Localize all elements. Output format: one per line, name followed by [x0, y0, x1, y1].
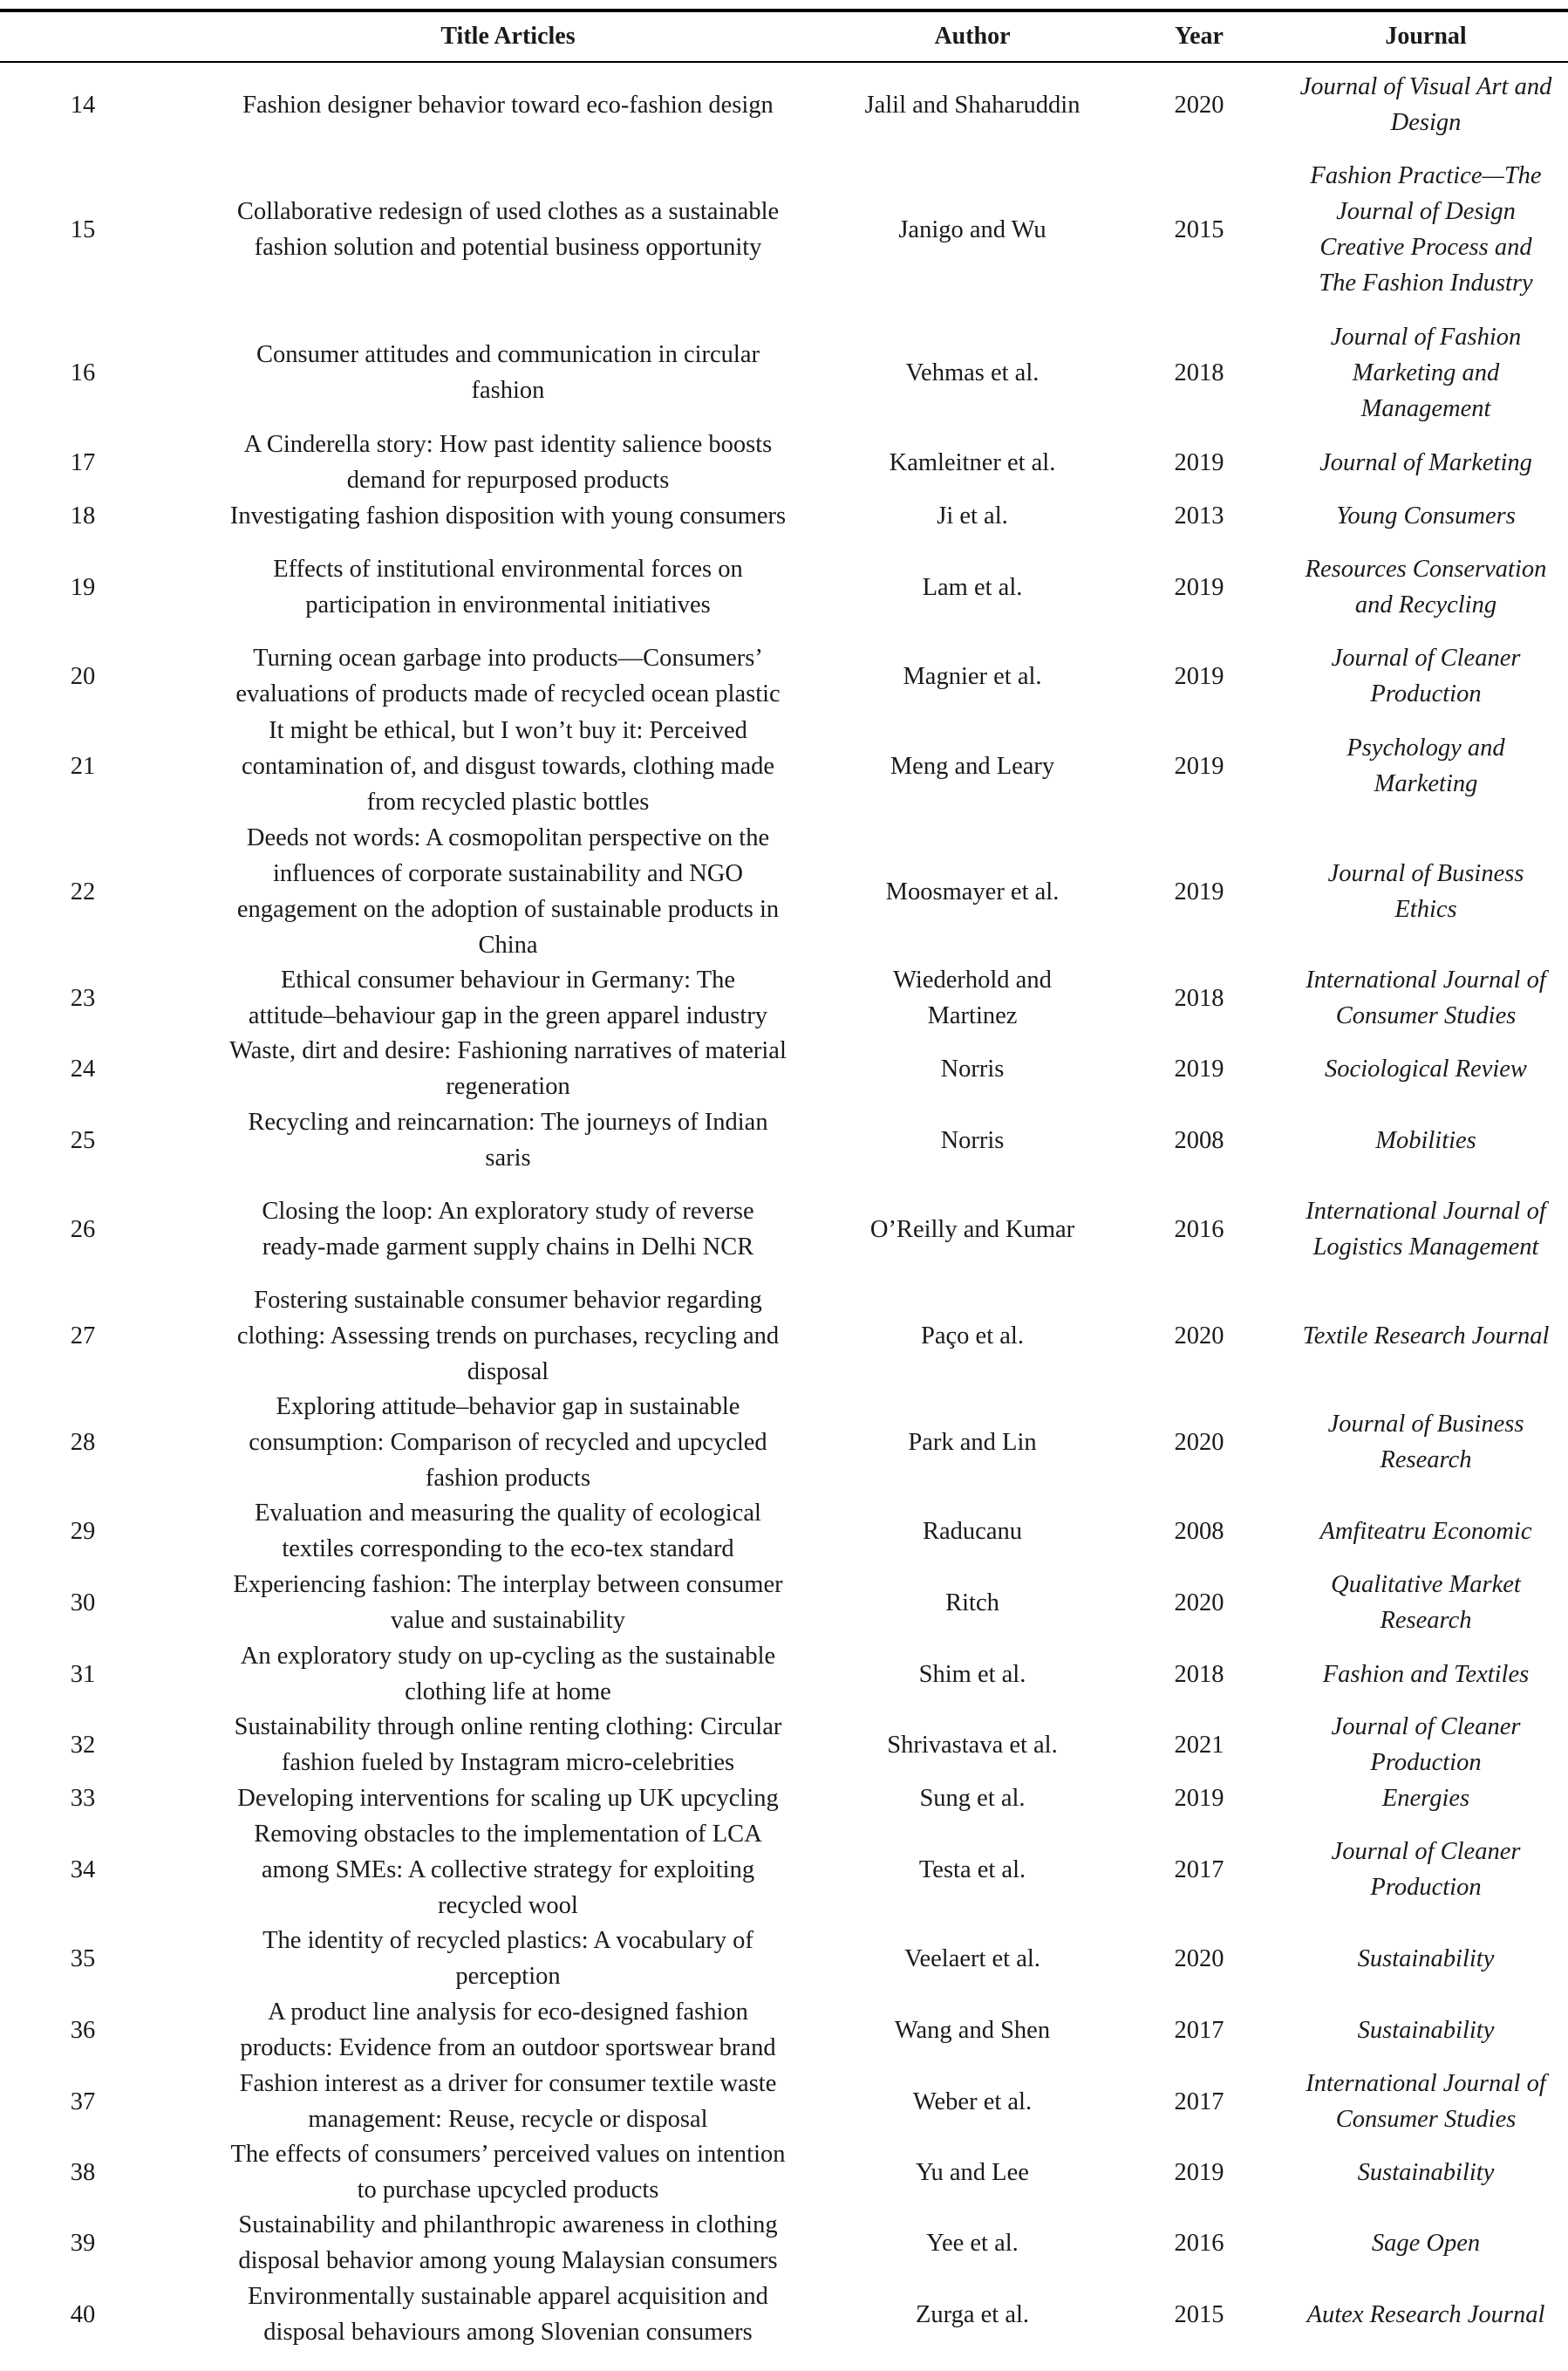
article-author: Vehmas et al. [905, 359, 1040, 386]
article-author: Weber et al. [912, 2087, 1033, 2115]
article-year: 2008 [1174, 1517, 1224, 1545]
article-journal: Fashion Practice—The Journal of Design Creative Process and The Fashion Industry [1310, 162, 1542, 297]
table-row [0, 712, 1568, 820]
header-number [35, 12, 131, 61]
row-number: 15 [70, 215, 96, 243]
row-number: 31 [70, 1660, 96, 1688]
article-author: Ji et al. [937, 502, 1008, 530]
table-row [0, 1638, 1568, 1710]
article-journal: Journal of Visual Art and Design [1299, 73, 1552, 136]
article-author: Yee et al. [926, 2229, 1019, 2257]
article-title: Effects of institutional environmental forces on participation in environmental initiatives [273, 556, 743, 618]
article-title: Consumer attitudes and communication in circular fashion [256, 341, 760, 404]
article-year: 2013 [1174, 502, 1224, 530]
row-number: 26 [70, 1215, 96, 1243]
article-journal: Sage Open [1371, 2229, 1481, 2257]
article-year: 2019 [1174, 878, 1224, 905]
article-year: 2020 [1174, 1944, 1224, 1972]
article-journal: Journal of Fashion Marketing and Management [1330, 323, 1522, 422]
row-number: 30 [70, 1589, 96, 1616]
article-title: A Cinderella story: How past identity salience boosts demand for repurposed products [243, 431, 773, 494]
article-year: 2020 [1174, 91, 1224, 119]
article-title: The effects of consumers’ perceived values on intention to purchase upcycled products [230, 2141, 786, 2204]
article-year: 2020 [1174, 1589, 1224, 1616]
article-author: Meng and Leary [890, 752, 1055, 780]
article-journal: Sustainability [1357, 2016, 1495, 2044]
article-year: 2017 [1174, 1855, 1224, 1883]
header-author: Author [934, 23, 1011, 50]
article-author: Lam et al. [922, 573, 1023, 601]
article-author: Veelaert et al. [904, 1944, 1040, 1972]
article-title: Exploring attitude–behavior gap in sustainable consumption: Comparison of recycled and upcycled fashion products [249, 1392, 767, 1492]
article-author: Jalil and Shaharuddin [864, 91, 1081, 119]
article-journal: Journal of Business Ethics [1327, 860, 1524, 923]
article-author: Norris [940, 1126, 1005, 1154]
article-journal: Fashion and Textiles [1322, 1660, 1530, 1688]
header-title-articles: Title Articles [440, 23, 576, 50]
table-row [0, 427, 1568, 497]
article-author: Paço et al. [921, 1322, 1024, 1349]
article-author: Janigo and Wu [898, 215, 1046, 243]
article-title: Evaluation and measuring the quality of ecological textiles corresponding to the eco-tex standard [255, 1500, 761, 1562]
article-year: 2019 [1174, 448, 1224, 476]
article-journal: Sociological Review [1325, 1055, 1527, 1083]
article-title: An exploratory study on up-cycling as the sustainable clothing life at home [240, 1643, 776, 1705]
row-number: 25 [70, 1126, 96, 1154]
row-number: 36 [70, 2016, 96, 2044]
article-author: Zurga et al. [915, 2300, 1030, 2328]
article-author: O’Reilly and Kumar [869, 1215, 1075, 1243]
table-row [0, 497, 1568, 534]
article-journal: Qualitative Market Research [1331, 1571, 1521, 1634]
table-row [0, 318, 1568, 427]
article-author: Park and Lin [908, 1428, 1037, 1456]
article-journal: Journal of Cleaner Production [1331, 1713, 1521, 1776]
article-title: Deeds not words: A cosmopolitan perspective on the influences of corporate sustainability and NGO engagement on the adoption of sustainable products in China [236, 824, 780, 959]
row-number: 22 [70, 878, 96, 905]
row-number: 40 [70, 2300, 96, 2328]
article-journal: Journal of Cleaner Production [1331, 645, 1521, 707]
article-title: The identity of recycled plastics: A vocabulary of perception [262, 1927, 753, 1990]
article-title: Fashion designer behavior toward eco-fashion design [242, 91, 774, 119]
table-row [0, 1495, 1568, 1567]
article-author: Magnier et al. [903, 662, 1042, 690]
table-row [0, 68, 1568, 141]
article-journal: Journal of Business Research [1327, 1411, 1524, 1473]
article-year: 2016 [1174, 1215, 1224, 1243]
article-author: Wiederhold and Martinez [893, 967, 1052, 1029]
article-year: 2018 [1174, 984, 1224, 1012]
row-number: 28 [70, 1428, 96, 1456]
row-number: 38 [70, 2158, 96, 2186]
article-title: Closing the loop: An exploratory study of reverse ready-made garment supply chains in Delhi NCR [262, 1198, 754, 1261]
article-author: Testa et al. [918, 1855, 1026, 1883]
article-author: Yu and Lee [916, 2158, 1029, 2186]
article-journal: Autex Research Journal [1306, 2300, 1545, 2328]
article-author: Sung et al. [919, 1784, 1026, 1812]
article-title: Investigating fashion disposition with young consumers [229, 502, 787, 530]
table-row [0, 1176, 1568, 1282]
article-year: 2018 [1174, 359, 1224, 386]
table-row [0, 2066, 1568, 2137]
table-row [0, 2137, 1568, 2207]
row-number: 23 [70, 984, 96, 1012]
article-journal: Textile Research Journal [1302, 1322, 1550, 1349]
row-number: 27 [70, 1322, 96, 1349]
table-row [0, 820, 1568, 963]
article-title: Turning ocean garbage into products—Consumers’ evaluations of products made of recycled ocean plastic [235, 645, 781, 707]
row-number: 32 [70, 1731, 96, 1759]
article-title: Developing interventions for scaling up UK upcycling [237, 1784, 779, 1812]
article-author: Shim et al. [918, 1660, 1026, 1688]
table-row [0, 1104, 1568, 1176]
article-year: 2019 [1174, 2158, 1224, 2186]
article-year: 2019 [1174, 662, 1224, 690]
article-year: 2019 [1174, 573, 1224, 601]
article-title: It might be ethical, but I won’t buy it: Perceived contamination of, and disgust towards, clothing made from recycled plastic bottles [241, 716, 775, 816]
table-row [0, 534, 1568, 640]
header-journal: Journal [1385, 23, 1467, 50]
article-author: Wang and Shen [894, 2016, 1051, 2044]
table-row [0, 1816, 1568, 1923]
article-year: 2019 [1174, 752, 1224, 780]
article-title: Sustainability and philanthropic awareness in clothing disposal behavior among young Malaysian consumers [238, 2211, 778, 2274]
article-author: Ritch [945, 1589, 999, 1616]
table-row [0, 2207, 1568, 2279]
article-journal: Resources Conservation and Recycling [1305, 556, 1547, 618]
article-title: Fashion interest as a driver for consumer textile waste management: Reuse, recycle or disposal [239, 2070, 777, 2133]
table-row [0, 640, 1568, 712]
article-author: Raducanu [923, 1517, 1022, 1545]
article-title: Recycling and reincarnation: The journeys of Indian saris [248, 1109, 768, 1172]
article-year: 2020 [1174, 1428, 1224, 1456]
article-journal: Mobilities [1375, 1126, 1476, 1154]
row-number: 20 [70, 662, 96, 690]
article-journal: Sustainability [1357, 2158, 1495, 2186]
article-year: 2016 [1174, 2229, 1224, 2257]
article-journal: Journal of Marketing [1319, 448, 1532, 476]
table-row [0, 1780, 1568, 1816]
article-title: Experiencing fashion: The interplay between consumer value and sustainability [233, 1571, 783, 1634]
article-year: 2008 [1174, 1126, 1224, 1154]
article-author: Kamleitner et al. [889, 448, 1056, 476]
table-row [0, 1567, 1568, 1638]
row-number: 37 [70, 2087, 96, 2115]
article-year: 2019 [1174, 1055, 1224, 1083]
article-journal: Sustainability [1357, 1944, 1495, 1972]
row-number: 33 [70, 1784, 96, 1812]
table-row [0, 1994, 1568, 2066]
article-journal: International Journal of Consumer Studies [1306, 2070, 1546, 2133]
table-row [0, 141, 1568, 318]
article-title: Environmentally sustainable apparel acquisition and disposal behaviours among Slovenian consumers [248, 2283, 768, 2346]
article-year: 2021 [1174, 1731, 1224, 1759]
article-journal: International Journal of Consumer Studies [1306, 967, 1546, 1029]
article-title: Fostering sustainable consumer behavior regarding clothing: Assessing trends on purchases, recycling and disposal [236, 1286, 780, 1385]
article-author: Shrivastava et al. [887, 1731, 1058, 1759]
table-row [0, 1282, 1568, 1389]
row-number: 24 [70, 1055, 96, 1083]
article-journal: International Journal of Logistics Management [1306, 1198, 1546, 1261]
table-row [0, 1389, 1568, 1495]
article-title: Waste, dirt and desire: Fashioning narratives of material regeneration [229, 1037, 787, 1100]
row-number: 14 [70, 91, 96, 119]
header-year: Year [1175, 23, 1224, 50]
row-number: 39 [70, 2229, 96, 2257]
article-journal: Journal of Cleaner Production [1331, 1838, 1521, 1901]
table-row [0, 1923, 1568, 1994]
article-journal: Amfiteatru Economic [1319, 1517, 1532, 1545]
table-row [0, 963, 1568, 1033]
article-title: A product line analysis for eco-designed fashion products: Evidence from an outdoor sportswear brand [240, 1999, 776, 2061]
article-title: Collaborative redesign of used clothes as a sustainable fashion solution and potential business opportunity [236, 198, 780, 261]
row-number: 16 [70, 359, 96, 386]
article-year: 2019 [1174, 1784, 1224, 1812]
row-number: 18 [70, 502, 96, 530]
article-year: 2015 [1174, 215, 1224, 243]
article-year: 2020 [1174, 1322, 1224, 1349]
row-number: 35 [70, 1944, 96, 1972]
article-title: Sustainability through online renting clothing: Circular fashion fueled by Instagram micro-celebrities [234, 1713, 782, 1776]
table-row [0, 1033, 1568, 1104]
row-number: 34 [70, 1855, 96, 1883]
article-author: Norris [940, 1055, 1005, 1083]
article-year: 2017 [1174, 2087, 1224, 2115]
row-number: 29 [70, 1517, 96, 1545]
article-year: 2017 [1174, 2016, 1224, 2044]
article-author: Moosmayer et al. [885, 878, 1060, 905]
article-journal: Young Consumers [1336, 502, 1516, 530]
table-row [0, 1710, 1568, 1780]
row-number: 19 [70, 573, 96, 601]
row-number: 21 [70, 752, 96, 780]
table-row [0, 2279, 1568, 2350]
article-journal: Psychology and Marketing [1346, 735, 1505, 797]
article-journal: Energies [1381, 1784, 1470, 1812]
table-header-rule [0, 61, 1568, 63]
row-number: 17 [70, 448, 96, 476]
article-title: Ethical consumer behaviour in Germany: The attitude–behaviour gap in the green apparel industry [248, 967, 768, 1029]
article-year: 2015 [1174, 2300, 1224, 2328]
article-title: Removing obstacles to the implementation of LCA among SMEs: A collective strategy for exploiting recycled wool [254, 1820, 762, 1919]
article-year: 2018 [1174, 1660, 1224, 1688]
